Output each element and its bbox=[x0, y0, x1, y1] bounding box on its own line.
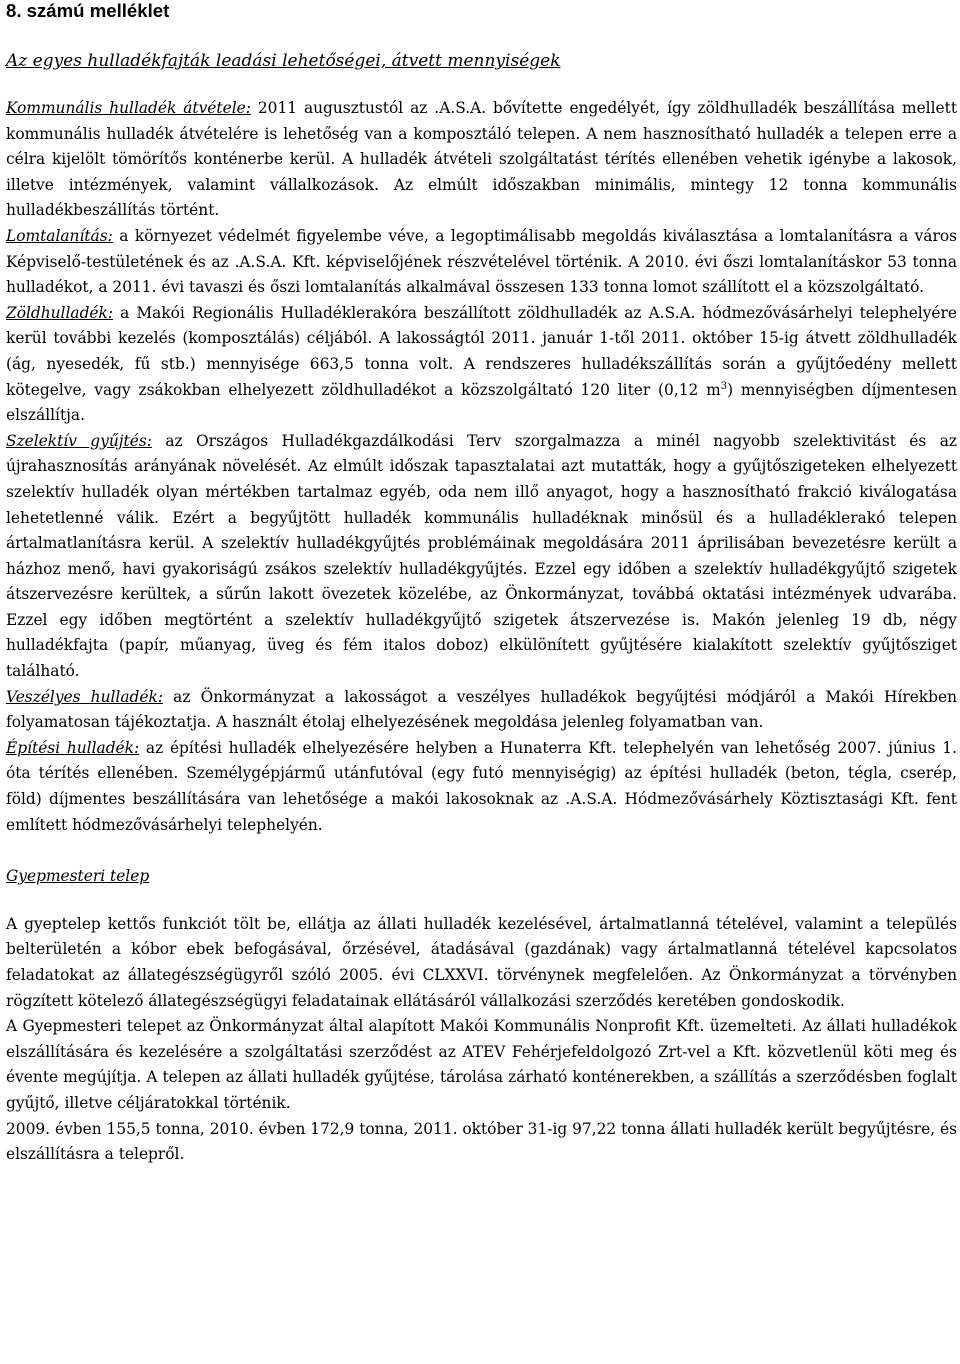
paragraph-veszelyes bbox=[6, 685, 957, 736]
paragraph-text: a környezet védelmét figyelembe véve, a legoptimálisabb megoldás kiválasztása a lomtalanításra a város Képviselő-testületének és az .A.S.A. Kft. képviselőjének részvételével történik. A 2010. évi őszi lomtalanításkor 53 tonna hulladékot, a 2011. évi tavaszi és őszi lomtalanítás alkalmával összesen 133 tonna lomot szállított el a közszolgáltató. bbox=[6, 226, 957, 297]
section-title-gyepmesteri: Gyepmesteri telep bbox=[6, 867, 150, 886]
paragraph-kommunalis bbox=[6, 96, 957, 224]
paragraph-lomtalanitas bbox=[6, 224, 957, 301]
paragraph-text: az Országos Hulladékgazdálkodási Terv szorgalmazza a minél nagyobb szelektivitást és az újrahasznosítás arányának növelését. Az elmúlt időszak tapasztalatai azt mutatták, hogy a gyűjtőszigeteken elhelyezett szelektív hulladék olyan mértékben tartalmaz egyéb, oda nem illő anyagot, hogy a hasznosítható frakció kiválogatása lehetetlenné válik. Ezért a begyűjtött hulladék kommunális hulladéknak minősül és a hulladéklerakó telepen ártalmatlanításra kerül. A szelektív hulladékgyűjtés problémáinak megoldására 2011 áprilisában bevezetésre került a házhoz menő, havi gyakoriságú zsákos szelektív hulladékgyűjtés. Ezzel egy időben a szelektív hulladékgyűjtő szigetek átszervezésre kerültek, a sűrűn lakott övezetek közelébe, az Önkormányzat, továbbá oktatási intézmények udvarába. Ezzel egy időben megtörtént a szelektív hulladékgyűjtő szigetek átszervezése is. Makón jelenleg 19 db, négy hulladékfajta (papír, műanyag, üveg és fém italos doboz) elkülönített gyűjtésére kialakított szelektív gyűjtősziget található. bbox=[6, 431, 957, 681]
document-page bbox=[6, 0, 957, 1168]
section-paragraph: 2009. évben 155,5 tonna, 2010. évben 172,9 tonna, 2011. október 31-ig 97,22 tonna állati hulladék került begyűjtésre, és elszállításra a telepről. bbox=[6, 1119, 957, 1164]
page-heading: 8. számú melléklet bbox=[6, 0, 170, 21]
paragraph-szelektiv bbox=[6, 429, 957, 685]
paragraph-lead: Kommunális hulladék átvétele: bbox=[6, 99, 251, 117]
paragraph-lead: Szelektív gyűjtés: bbox=[6, 431, 152, 450]
paragraph-lead: Építési hulladék: bbox=[6, 738, 140, 757]
paragraph-text: az Önkormányzat a lakosságot a veszélyes hulladékok begyűjtési módjáról a Makói Hírekben folyamatosan tájékoztatja. A használt étolaj elhelyezésének megoldása jelenleg folyamatban van. bbox=[6, 687, 957, 732]
section-paragraph: A gyeptelep kettős funkciót tölt be, ellátja az állati hulladék kezelésével, ártalmatlanná tételével, valamint a település belterületén a kóbor ebek befogásával, őrzésével, átadásával (gazdának) vagy ártalmatlanná tételével kapcsolatos feladatokat az állategészségügyről szóló 2005. évi CLXXVI. törvénynek megfelelően. Az Önkormányzat a törvényben rögzített kötelező állategészségügyi feladatainak ellátásáról vállalkozási szerződés keretében gondoskodik. bbox=[6, 914, 957, 1010]
paragraph-zoldhulladek bbox=[6, 301, 957, 429]
page-subtitle: Az egyes hulladékfajták leadási lehetőségei, átvett mennyiségek bbox=[6, 51, 561, 71]
paragraph-text: 2011 augusztustól az .A.S.A. bővítette engedélyét, így zöldhulladék beszállítása mellett kommunális hulladék átvételére is lehetőség van a komposztáló telepen. A nem hasznosítható hulladék a telepen erre a célra kijelölt tömörítős konténerbe kerül. A hulladék átvételi szolgáltatást térítés ellenében vehetik igénybe a lakosok, illetve intézmények, valamint vállalkozások. Az elmúlt időszakban minimális, mintegy 12 tonna kommunális hulladékbeszállítás történt. bbox=[6, 99, 957, 220]
paragraph-text-end: ) mennyiségben díjmentesen elszállítja. bbox=[6, 380, 957, 425]
paragraph-text: a Makói Regionális Hulladéklerakóra beszállított zöldhulladék az A.S.A. hódmezővásárhelyi telephelyére kerül további kezelés (komposztálás) céljából. A lakosságtól 2011. január 1-től 2011. október 15-ig átvett zöldhulladék (ág, nyesedék, fű stb.) mennyisége 663,5 tonna volt. A rendszeres hulladékszállítás során a gyűjtőedény mellett kötegelve, vagy zsákokban elhelyezett zöldhulladékot a közszolgáltató 120 liter (0,12 m bbox=[6, 303, 957, 399]
paragraph-lead: Zöldhulladék: bbox=[6, 303, 114, 322]
superscript: 3 bbox=[720, 380, 728, 392]
paragraph-text: az építési hulladék elhelyezésére helyben a Hunaterra Kft. telephelyén van lehetőség 2007. június 1. óta térítés ellenében. Személygépjármű utánfutóval (egy futó mennyiségig) az építési hulladék (beton, tégla, cserép, föld) díjmentes beszállítására van lehetősége a makói lakosoknak az .A.S.A. Hódmezővásárhely Köztisztasági Kft. fent említett hódmezővásárhelyi telephelyén. bbox=[6, 738, 957, 834]
section-paragraph: A Gyepmesteri telepet az Önkormányzat által alapított Makói Kommunális Nonprofit Kft. üzemelteti. Az állati hulladékok elszállítására és kezelésére a szolgáltatási szerződést az ATEV Fehérjefeldolgozó Zrt-vel a Kft. közvetlenül köti meg és évente megújítja. A telepen az állati hulladék gyűjtése, tárolása zárható konténerekben, a szállítás a szerződésben foglalt gyűjtő, illetve céljáratokkal történik. bbox=[6, 1017, 957, 1112]
paragraph-lead: Veszélyes hulladék: bbox=[6, 687, 164, 706]
paragraph-lead: Lomtalanítás: bbox=[6, 226, 113, 245]
paragraph-epitesi bbox=[6, 736, 957, 838]
